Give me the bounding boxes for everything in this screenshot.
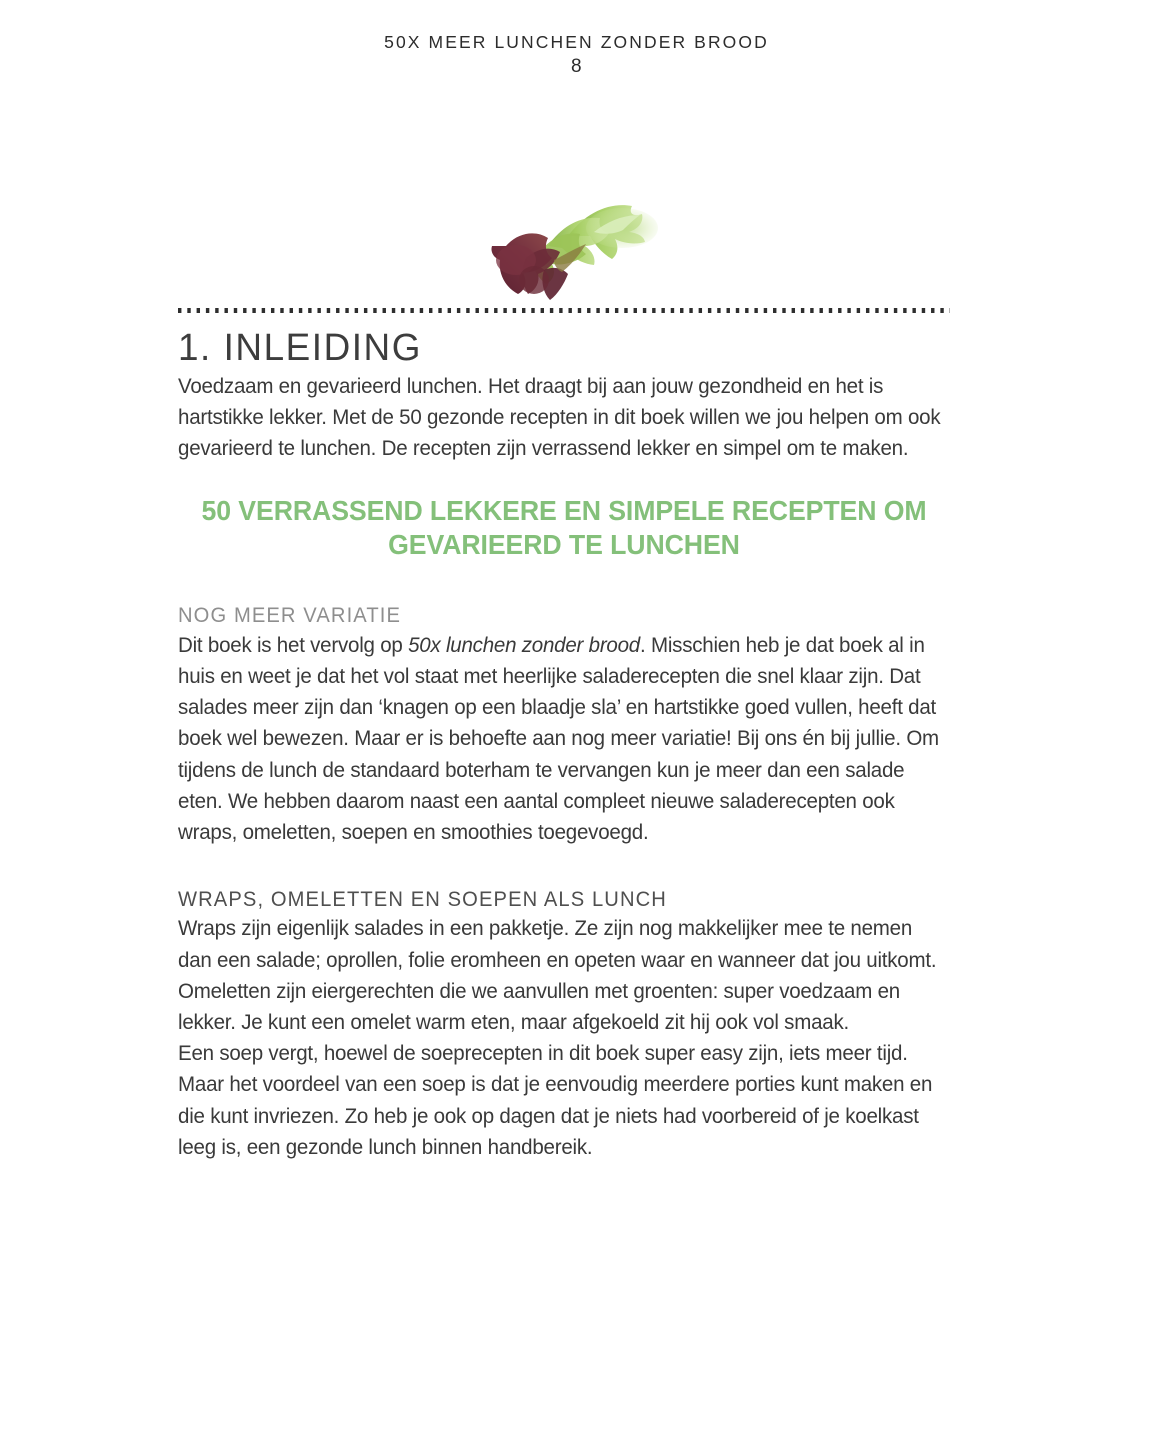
chapter-title: 1. INLEIDING: [178, 327, 422, 369]
section-wraps-omeletten-soepen: [178, 886, 950, 1163]
paragraph-text-rest: . Misschien heb je dat boek al in huis en weet je dat het vol staat met heerlijke saladerecepten die snel klaar zijn. Dat salades meer zijn dan ‘knagen op een blaadje sla’ en hartstikke goed vullen, heeft dat boek wel bewezen. Maar er is behoefte aan nog meer variatie! Bij ons én bij jullie. Om tijdens de lunch de standaard boterham te vervangen kun je meer dan een salade eten. We hebben daarom naast een aantal compleet nieuwe saladerecepten ook wraps, omeletten, soepen en smoothies toegevoegd.: [178, 632, 939, 844]
running-header-title: 50X MEER LUNCHEN ZONDER BROOD: [384, 32, 769, 52]
green-feature-heading: 50 VERRASSEND LEKKERE EN SIMPELE RECEPTEN OM GEVARIEERD TE LUNCHEN: [201, 495, 927, 561]
running-header: [0, 32, 1153, 80]
section-nog-meer-variatie: [178, 602, 950, 848]
lettuce-leaf-icon: [482, 188, 672, 306]
paragraph-wraps-first: Wraps zijn eigenlijk salades in een pakketje. Ze zijn nog makkelijker mee te nemen dan een salade; oprollen, folie eromheen en opeten waar en wanneer dat jou uitkomt. Omeletten zijn eiergerechten die we aanvullen met groenten: super voedzaam en lekker. Je kunt een omelet warm eten, maar afgekoeld zit hij ook vol smaak.: [178, 916, 937, 1035]
paragraph-wraps-second: Een soep vergt, hoewel de soeprecepten in dit boek super easy zijn, iets meer tijd. Maar het voordeel van een soep is dat je eenvoudig meerdere porties kunt maken en die kunt invriezen. Zo heb je ook op dagen dat je niets had voorbereid of je koelkast leeg is, een gezonde lunch binnen handbereik.: [178, 1041, 933, 1159]
dotted-divider: [178, 308, 950, 313]
paragraph-text-lead: Dit boek is het vervolg op: [178, 632, 409, 657]
page-content: [178, 326, 950, 1163]
lettuce-image-container: [0, 186, 1153, 306]
book-title-italic: 50x lunchen zonder brood: [408, 632, 641, 657]
subheading-wraps-omeletten-soepen: WRAPS, OMELETTEN EN SOEPEN ALS LUNCH: [178, 888, 667, 912]
intro-paragraph: Voedzaam en gevarieerd lunchen. Het draagt bij aan jouw gezondheid en het is hartstikke lekker. Met de 50 gezonde recepten in dit boek willen we jou helpen om ook gevarieerd te lunchen. De recepten zijn verrassend lekker en simpel om te maken.: [178, 373, 941, 461]
paragraph-nog-meer-variatie: [178, 630, 950, 848]
page-number: 8: [570, 55, 583, 77]
subheading-nog-meer-variatie: NOG MEER VARIATIE: [178, 604, 402, 628]
